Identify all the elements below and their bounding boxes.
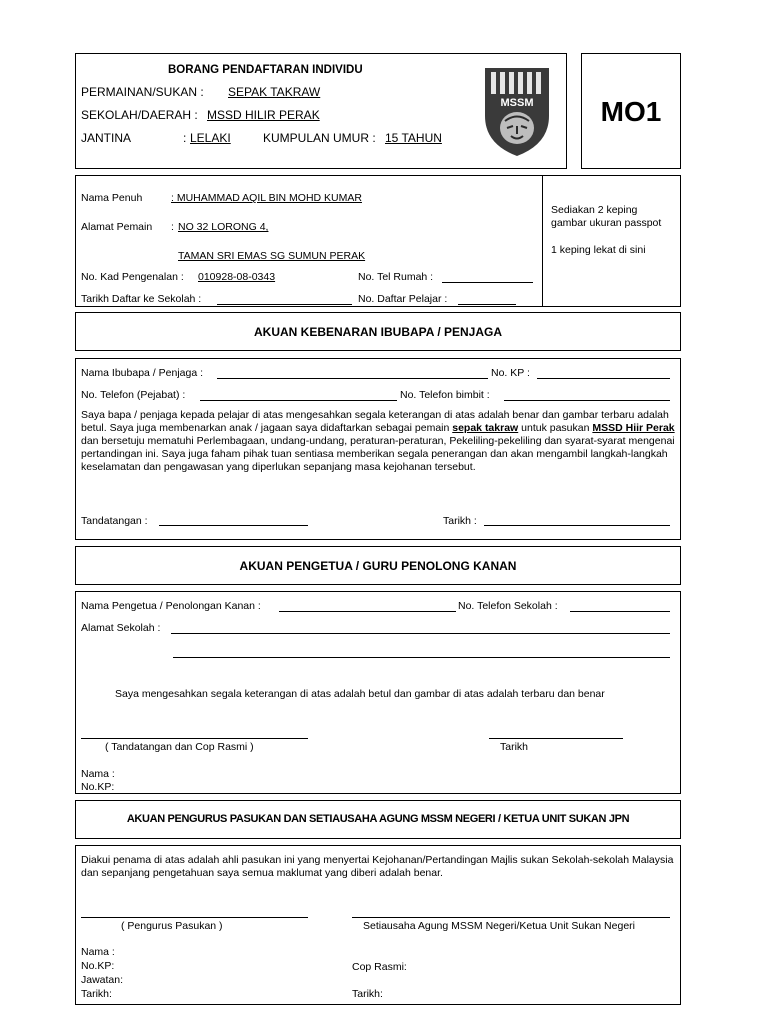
school-label: SEKOLAH/DAERAH : [81,108,198,122]
gender-value: LELAKI [190,131,231,145]
ic-label: No. Kad Pengenalan : [81,271,184,283]
address-line1: NO 32 LORONG 4, [178,221,269,233]
logo-text: MSSM [500,97,534,109]
player-details-box [75,175,681,307]
parent-declaration: Saya bapa / penjaga kepada pelajar di atas mengesahkan segala keterangan di atas adalah benar dan gambar terbaru adalah betul. Saya juga membenarkan anak / jagaan saya didaftarkan sebagai pemain sepak takraw untuk pasukan MSSD Hiir Perak dan bersetuju mematuhi Perlembagaan, undang-undang, peraturan-peraturan, Pekeliling-pekeliling dan syarat-syarat mengenai pertandingan ini. Saya juga faham pihak tuan sentiasa memberikan segala penerangan dan akan mengambil langkah-langkah keselamatan dan pengawasan yang diperlukan sepanjang masa kejohanan tersebut. [81,409,675,473]
manager-signature-field[interactable] [81,917,308,918]
parent-date-field[interactable] [484,525,670,526]
principal-details-box [75,591,681,794]
sport-label: PERMAINAN/SUKAN : [81,85,204,99]
home-tel-field[interactable] [442,282,533,283]
school-tel-field[interactable] [570,611,670,612]
photo-note-3: 1 keping lekat di sini [551,244,646,256]
principal-date-label: Tarikh [500,741,529,753]
parent-kp-field[interactable] [537,378,670,379]
principal-nama-label: Nama : [81,768,115,780]
age-value: 15 TAHUN [385,131,442,145]
form-title: BORANG PENDAFTARAN INDIVIDU [168,64,363,76]
manager-section-title: AKUAN PENGURUS PASUKAN DAN SETIAUSAHA AGUNG MSSM NEGERI / KETUA UNIT SUKAN JPN [126,813,630,825]
form-code: MO1 [600,96,662,127]
parent-signature-label: Tandatangan : [81,515,148,527]
principal-date-field[interactable] [489,738,623,739]
secretary-signature-field[interactable] [352,917,670,918]
school-reg-date-field[interactable] [217,304,352,305]
parent-name-field[interactable] [217,378,488,379]
student-no-label: No. Daftar Pelajar : [358,293,448,305]
principal-signature-label: ( Tandatangan dan Cop Rasmi ) [105,741,254,753]
declared-sport: sepak takraw [452,422,519,434]
parent-title-box [75,312,681,351]
parent-signature-field[interactable] [159,525,308,526]
mssm-logo [483,66,551,158]
cop-rasmi-label: Cop Rasmi: [352,961,407,973]
photo-divider [542,176,543,306]
header-box [75,53,567,169]
address-colon: : [171,221,174,233]
parent-name-label: Nama Ibubapa / Penjaga : [81,367,204,379]
principal-name-field[interactable] [279,611,456,612]
manager-kp-label: No.KP: [81,960,115,972]
student-no-field[interactable] [458,304,516,305]
form-code-box [581,53,681,169]
principal-signature-field[interactable] [81,738,308,739]
mobile-field[interactable] [504,400,670,401]
school-tel-label: No. Telefon Sekolah : [458,600,558,612]
manager-details-box [75,845,681,1005]
manager-jawatan-label: Jawatan: [81,974,124,986]
ic-value: 010928-08-0343 [198,271,276,283]
school-address-field-2[interactable] [173,657,670,658]
gender-label: JANTINA [81,131,132,145]
name-value: : MUHAMMAD AQIL BIN MOHD KUMAR [171,192,362,204]
principal-kp-label: No.KP: [81,781,115,793]
name-label: Nama Penuh [81,192,143,204]
gender-colon: : [183,131,187,145]
principal-section-title: AKUAN PENGETUA / GURU PENOLONG KANAN [239,559,517,573]
parent-details-box [75,358,681,540]
photo-note-1: Sediakan 2 keping [551,204,638,216]
address-label: Alamat Pemain [81,221,153,233]
office-tel-label: No. Telefon (Pejabat) : [81,389,186,401]
manager-nama-label: Nama : [81,946,115,958]
office-tel-field[interactable] [200,400,397,401]
manager-title-box [75,800,681,839]
school-value: MSSD HILIR PERAK [207,108,320,122]
mobile-label: No. Telefon bimbit : [400,389,490,401]
secretary-tarikh-label: Tarikh: [352,988,383,1000]
parent-date-label: Tarikh : [443,515,477,527]
manager-statement: Diakui penama di atas adalah ahli pasukan ini yang menyertai Kejohanan/Pertandingan Majlis sukan Sekolah-sekolah Malaysia dan sepanjang pengetahuan saya semua maklumat yang diberi adalah benar. [81,854,674,879]
school-address-label: Alamat Sekolah : [81,622,161,634]
principal-title-box [75,546,681,585]
declared-team: MSSD Hiir Perak [592,422,675,434]
manager-signature-label: ( Pengurus Pasukan ) [121,920,223,932]
school-address-field-1[interactable] [171,633,670,634]
photo-note-2: gambar ukuran passpot [551,217,662,229]
parent-kp-label: No. KP : [491,367,530,379]
principal-name-label: Nama Pengetua / Penolongan Kanan : [81,600,261,612]
age-label: KUMPULAN UMUR : [263,131,376,145]
address-line2: TAMAN SRI EMAS SG SUMUN PERAK [178,250,366,262]
sport-value: SEPAK TAKRAW [228,85,321,99]
principal-statement: Saya mengesahkan segala keterangan di atas adalah betul dan gambar di atas adalah terbaru dan benar [115,688,605,700]
secretary-signature-label: Setiausaha Agung MSSM Negeri/Ketua Unit Sukan Negeri [363,920,635,932]
home-tel-label: No. Tel Rumah : [358,271,434,283]
manager-tarikh-label: Tarikh: [81,988,112,1000]
school-reg-date-label: Tarikh Daftar ke Sekolah : [81,293,202,305]
parent-section-title: AKUAN KEBENARAN IBUBAPA / PENJAGA [253,325,502,339]
